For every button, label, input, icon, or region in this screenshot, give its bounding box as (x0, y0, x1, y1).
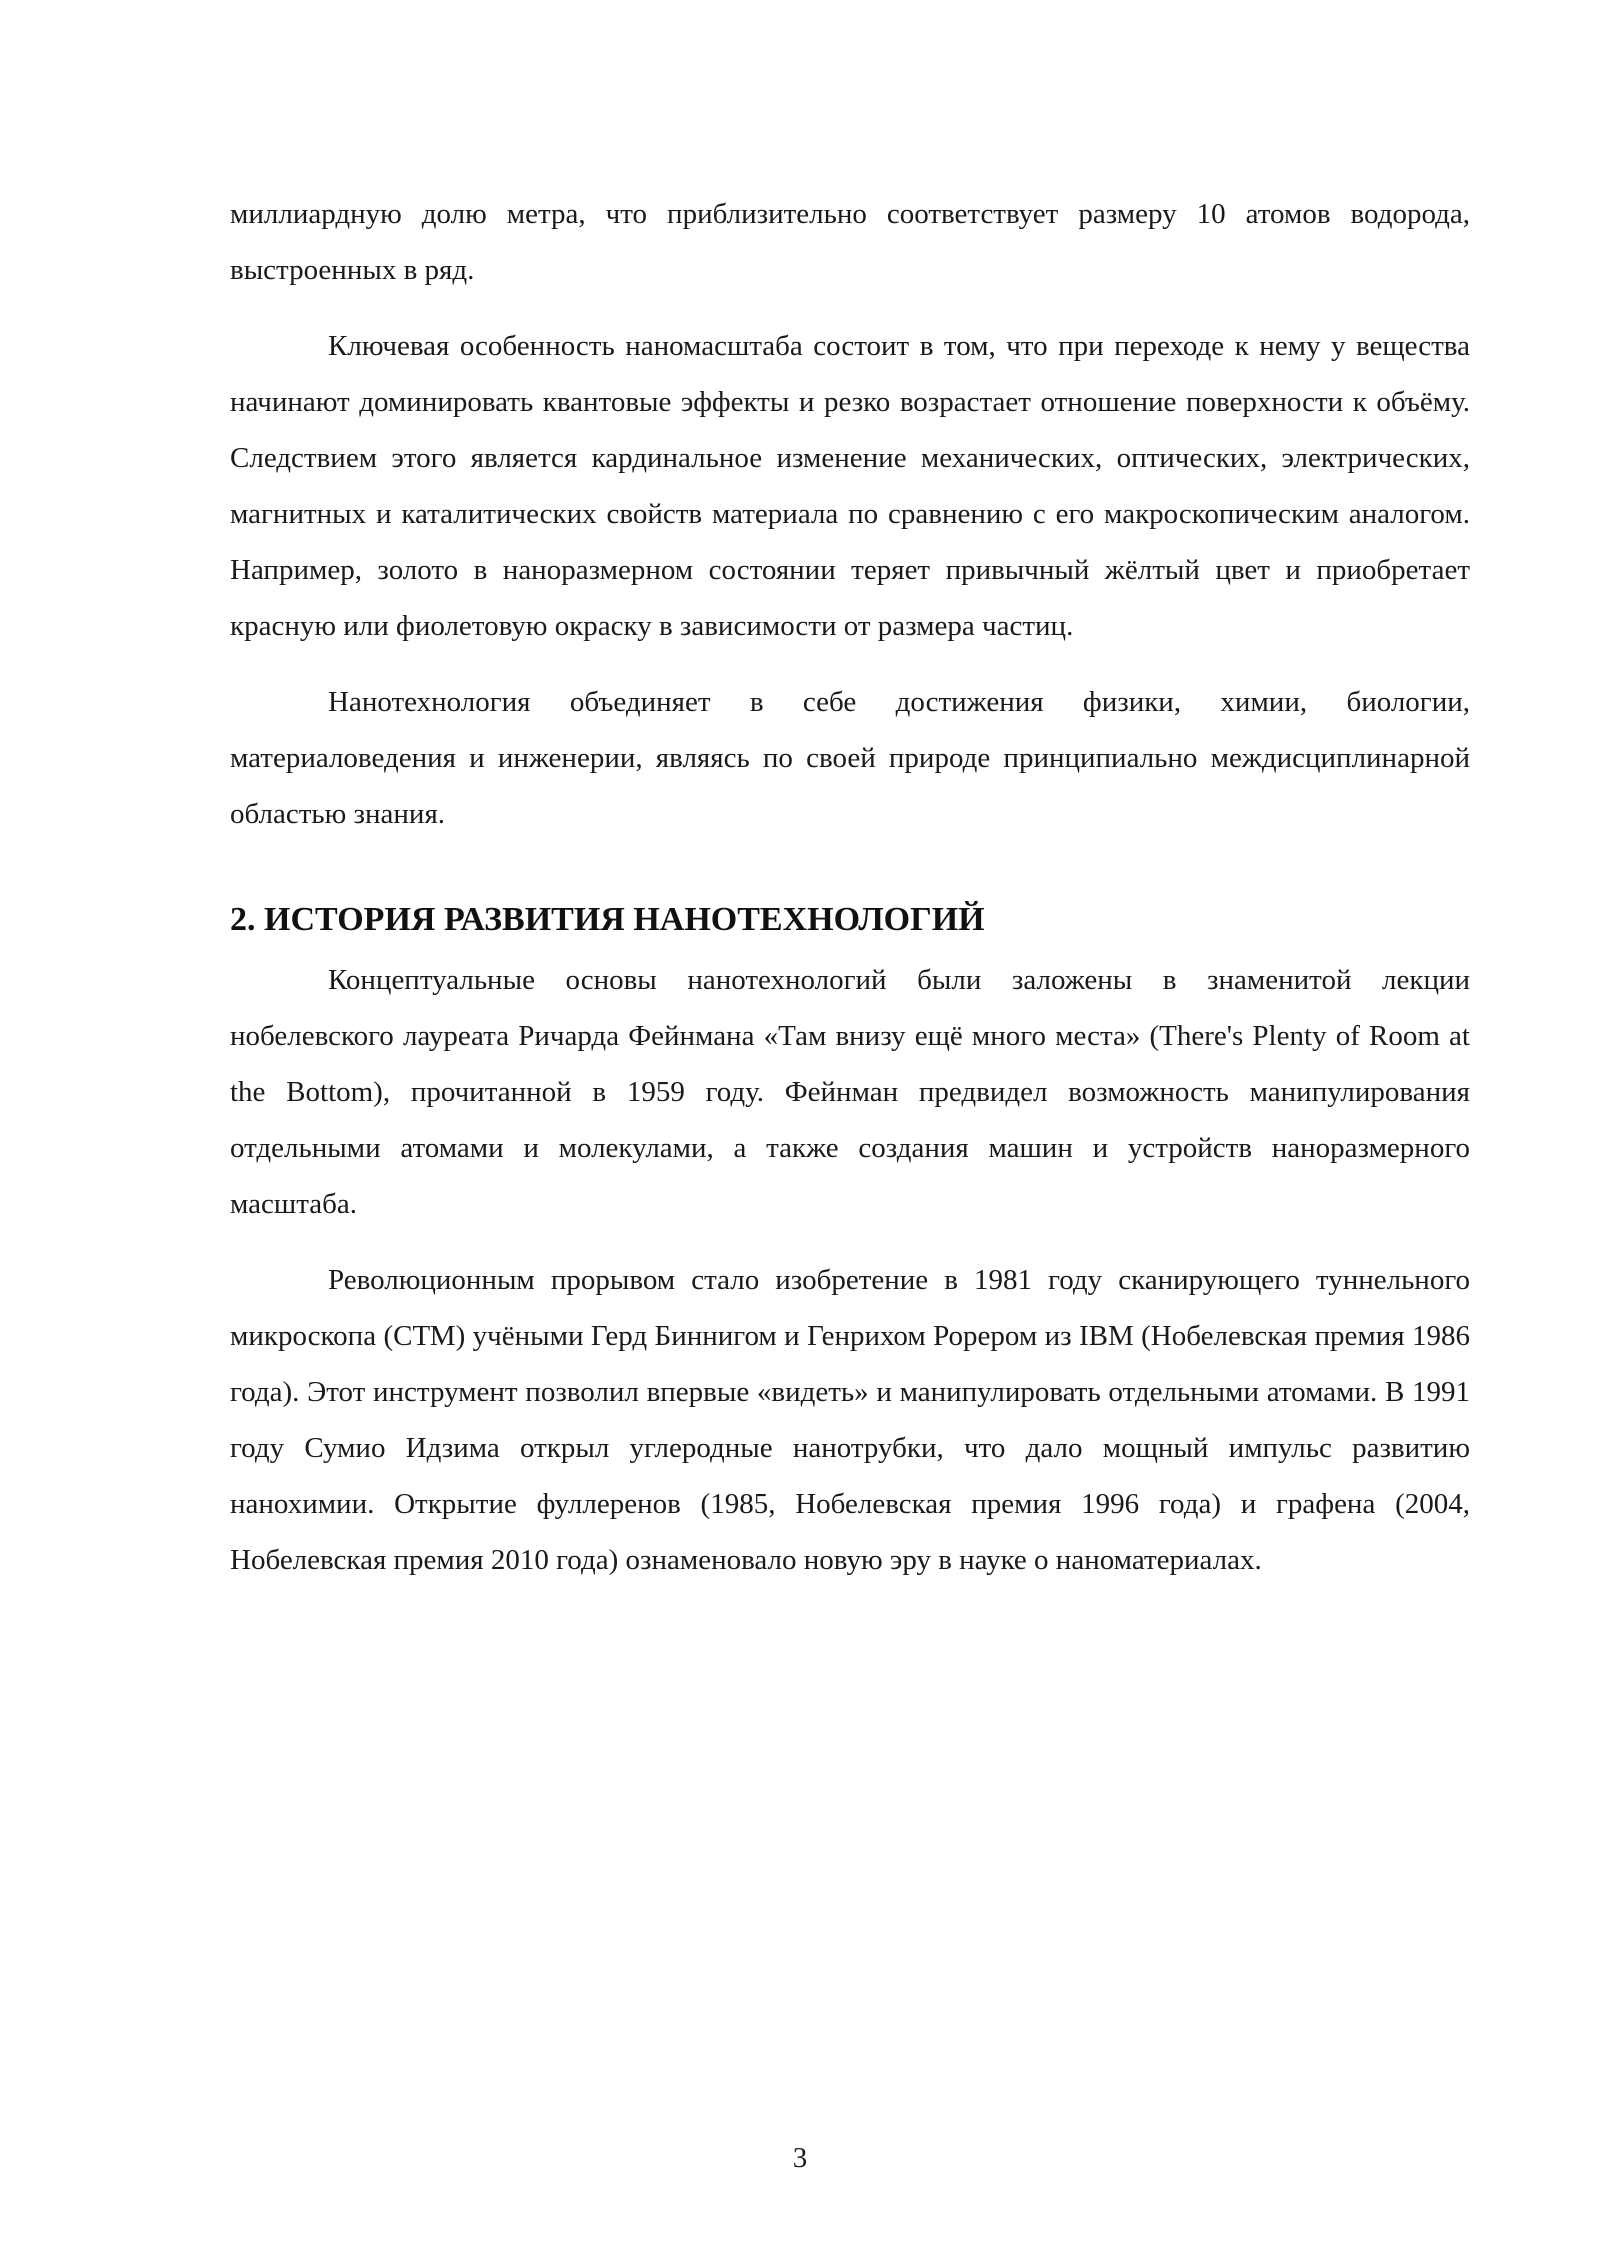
section-heading: 2. ИСТОРИЯ РАЗВИТИЯ НАНОТЕХНОЛОГИЙ (230, 901, 985, 938)
paragraph-interdisciplinary: Нанотехнология объединяет в себе достижения физики, химии, биологии, материаловедения и инженерии, являясь по своей природе принципиально междисциплинарной областью знания. (230, 686, 1470, 830)
page-number: 3 (792, 2142, 808, 2174)
paragraph-feynman-lecture: Концептуальные основы нанотехнологий были заложены в знаменитой лекции нобелевского лауреата Ричарда Фейнмана «Там внизу ещё много места» (There's Plenty of Room at the Bottom), прочитанной в 1959 году. Фейнман предвидел возможность манипулирования отдельными атомами и молекулами, а также создания машин и устройств наноразмерного масштаба. (230, 964, 1470, 1220)
paragraph-continuation: миллиардную долю метра, что приблизительно соответствует размеру 10 атомов водорода, выстроенных в ряд. (230, 198, 1470, 286)
paragraph-stm-discoveries: Революционным прорывом стало изобретение в 1981 году сканирующего туннельного микроскопа (СТМ) учёными Герд Биннигом и Генрихом Рорером из IBM (Нобелевская премия 1986 года). Этот инструмент позволил впервые «видеть» и манипулировать отдельными атомами. В 1991 году Сумио Идзима открыл углеродные нанотрубки, что дало мощный импульс развитию нанохимии. Открытие фуллеренов (1985, Нобелевская премия 1996 года) и графена (2004, Нобелевская премия 2010 года) ознаменовало новую эру в науке о наноматериалах. (230, 1264, 1470, 1576)
paragraph-nanoscale-features: Ключевая особенность наномасштаба состоит в том, что при переходе к нему у вещества начинают доминировать квантовые эффекты и резко возрастает отношение поверхности к объёму. Следствием этого является кардинальное изменение механических, оптических, электрических, магнитных и каталитических свойств материала по сравнению с его макроскопическим аналогом. Например, золото в наноразмерном состоянии теряет привычный жёлтый цвет и приобретает красную или фиолетовую окраску в зависимости от размера частиц. (230, 330, 1470, 642)
page-body (230, 186, 1470, 1588)
